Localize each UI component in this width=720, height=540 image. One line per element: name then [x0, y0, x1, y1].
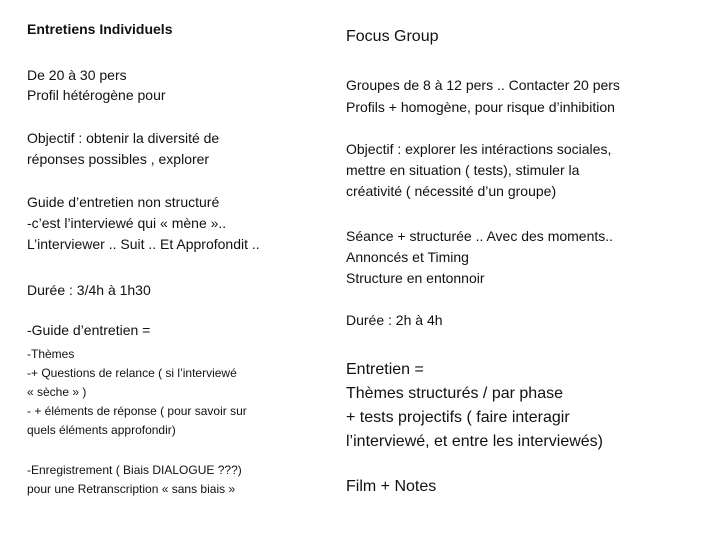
right-duration: Durée : 2h à 4h	[346, 312, 443, 328]
left-objective-line: réponses possibles , explorer	[27, 151, 210, 167]
left-guide-structure-line: -c’est l’interviewé qui « mène »..	[27, 215, 227, 231]
left-participants-line: Profil hétérogène pour	[27, 87, 166, 103]
right-session-structure-block	[346, 226, 613, 289]
left-participants-block	[27, 65, 166, 105]
right-participants-line: Groupes de 8 à 12 pers .. Contacter 20 pers	[346, 77, 620, 93]
right-column-title: Focus Group	[346, 28, 439, 45]
left-recording-line: pour une Retranscription « sans biais »	[27, 482, 236, 496]
right-participants-line: Profils + homogène, pour risque d’inhibition	[346, 99, 615, 115]
right-interview-guide-line: + tests projectifs ( faire interagir	[346, 409, 570, 426]
right-objective-line: créativité ( nécessité d’un groupe)	[346, 183, 557, 199]
left-guide-detail-line: quels éléments approfondir)	[27, 423, 176, 437]
left-duration: Durée : 3/4h à 1h30	[27, 282, 151, 298]
right-session-structure-line: Annoncés et Timing	[346, 249, 469, 265]
left-guide-detail-line: -Thèmes	[27, 347, 75, 361]
right-interview-guide-line: Entretien =	[346, 361, 424, 378]
left-recording-block	[27, 461, 242, 499]
left-guide-heading: -Guide d’entretien =	[27, 322, 151, 338]
left-guide-details-block	[27, 345, 247, 440]
right-interview-guide-line: l’interviewé, et entre les interviewés)	[346, 433, 603, 450]
right-interview-guide-block	[346, 358, 603, 454]
left-guide-structure-line: L’interviewer .. Suit .. Et Approfondit ..	[27, 236, 260, 252]
right-objective-line: Objectif : explorer les intéractions sociales,	[346, 141, 612, 157]
left-participants-line: De 20 à 30 pers	[27, 67, 127, 83]
left-column-title: Entretiens Individuels	[27, 21, 173, 37]
left-guide-detail-line: -+ Questions de relance ( si l’interviewé	[27, 366, 237, 380]
right-participants-block	[346, 74, 620, 118]
right-objective-line: mettre en situation ( tests), stimuler la	[346, 162, 580, 178]
left-guide-detail-line: - + éléments de réponse ( pour savoir sur	[27, 404, 247, 418]
right-recording: Film + Notes	[346, 478, 437, 495]
left-guide-detail-line: « sèche » )	[27, 385, 87, 399]
left-objective-line: Objectif : obtenir la diversité de	[27, 130, 220, 146]
right-objective-block	[346, 139, 611, 202]
left-objective-block	[27, 128, 219, 170]
left-guide-structure-line: Guide d’entretien non structuré	[27, 194, 220, 210]
right-session-structure-line: Séance + structurée .. Avec des moments..	[346, 228, 614, 244]
left-guide-structure-block	[27, 192, 260, 255]
left-recording-line: -Enregistrement ( Biais DIALOGUE ???)	[27, 463, 242, 477]
right-interview-guide-line: Thèmes structurés / par phase	[346, 385, 563, 402]
right-session-structure-line: Structure en entonnoir	[346, 270, 485, 286]
